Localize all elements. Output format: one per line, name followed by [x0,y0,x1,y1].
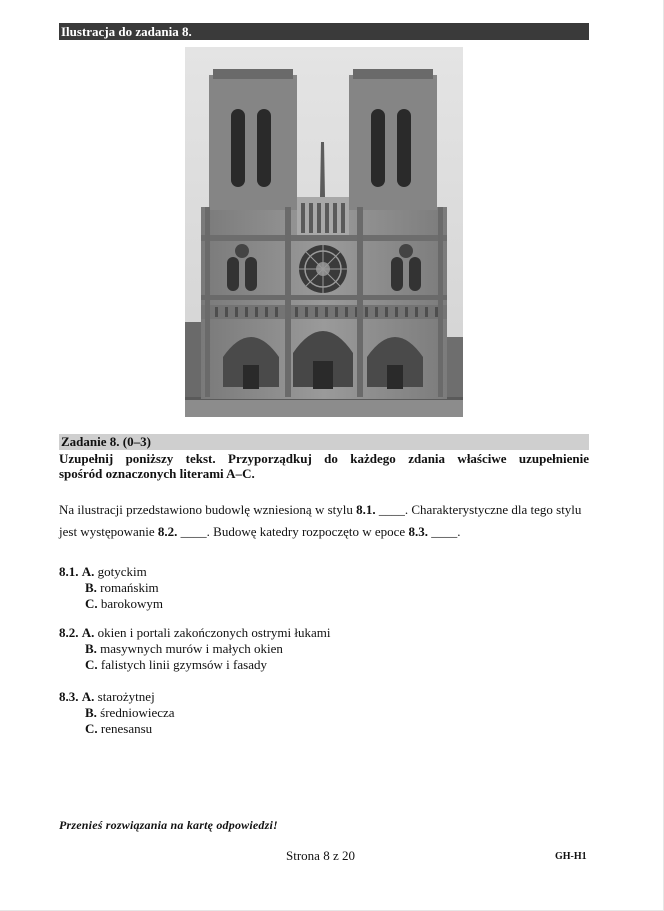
option-letter: C. [85,596,98,611]
question-8-3 [59,689,175,737]
question-8-1 [59,564,163,612]
question-number: 8.1. [59,564,79,579]
exam-code: GH-H1 [555,851,587,862]
option-row [59,641,331,657]
option-row [59,596,163,612]
passage-text: ____. Budowę katedry rozpoczęto w epoce [177,524,409,539]
passage-ref: 8.2. [157,524,178,539]
option-letter: B. [85,705,97,720]
option-row [59,721,175,737]
passage-text: Na ilustracji przedstawiono budowlę wzniesioną w stylu [59,502,357,517]
option-letter: A. [81,689,95,704]
cathedral-photo [185,47,463,417]
passage-text: ____. Charakterystyczne dla tego stylu jest występowanie [59,502,582,539]
option-row [59,580,163,596]
option-letter: B. [85,641,97,656]
option-letter: B. [85,580,97,595]
task-instruction [59,451,589,481]
option-text: barokowym [100,596,163,611]
task-passage [59,499,589,543]
option-text: średniowiecza [100,705,175,720]
option-text: masywnych murów i małych okien [100,641,283,656]
option-row [59,657,331,673]
option-letter: C. [85,721,98,736]
option-letter: A. [81,564,95,579]
option-row [59,625,331,641]
option-text: romańskim [100,580,159,595]
instruction-line-1: Uzupełnij poniższy tekst. Przyporządkuj do każdego zdania właściwe uzupełnienie [59,451,589,466]
question-number: 8.2. [59,625,79,640]
task-title: Zadanie 8. (0–3) [59,434,589,450]
option-text: falistych linii gzymsów i fasady [100,657,267,672]
illustration-header: Ilustracja do zadania 8. [59,23,589,40]
passage-text: ____. [427,524,461,539]
page-number: Strona 8 z 20 [286,848,355,863]
option-text: gotyckim [97,564,147,579]
instruction-line-2: spośród oznaczonych literami A–C. [59,466,255,481]
option-text: okien i portali zakończonych ostrymi łukami [97,625,331,640]
passage-ref: 8.3. [408,524,428,539]
option-row [59,564,163,580]
option-letter: C. [85,657,98,672]
option-row [59,705,175,721]
option-letter: A. [81,625,95,640]
option-text: starożytnej [97,689,155,704]
option-row [59,689,175,705]
passage-ref: 8.1. [356,502,376,517]
option-text: renesansu [100,721,153,736]
answer-card-note: Przenieś rozwiązania na kartę odpowiedzi! [59,818,278,832]
question-8-2 [59,625,331,673]
question-number: 8.3. [59,689,79,704]
